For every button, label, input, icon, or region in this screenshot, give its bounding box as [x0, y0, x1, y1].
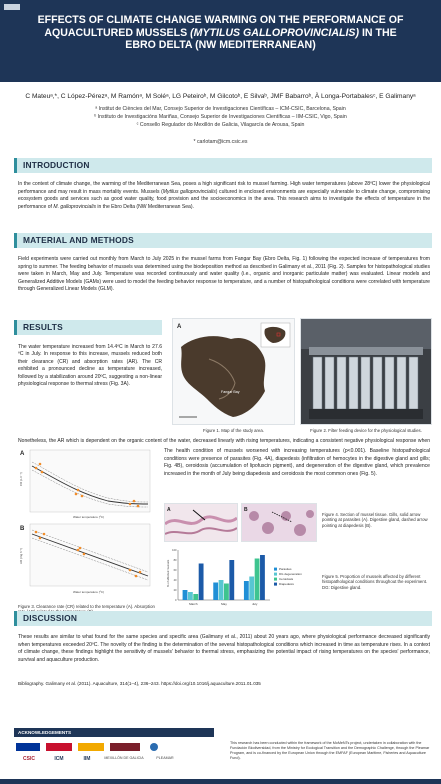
- fig5-legend-label: DG degeneration: [279, 572, 302, 576]
- fig5-bar: [249, 577, 254, 601]
- fig3-panel-b-label: B: [20, 526, 25, 532]
- logo-pleamar-text: PLEAMAR: [156, 756, 174, 760]
- spain-logo: [78, 743, 104, 751]
- fig5-y-tick: 40: [173, 579, 177, 582]
- results-paragraph-1: The water temperature increased from 14.4ºC in March to 27.6 ºC in July. In response to this increase, mussels reduced both their clearance (CR) and absorption rates (AR). The CR exhibited a pronounced decline as temperature increased, followed by a stabilization around 20ºC, suggesting a non-linear physiological response to thermal stress (Fig. 3A).: [18, 344, 162, 388]
- fig4a-solid-arrow: [193, 510, 205, 520]
- fig5-legend-swatch: [274, 568, 277, 571]
- fig3a-ylabel: CR (L h⁻¹): [19, 472, 23, 486]
- poster-title: [14, 14, 427, 52]
- logo-mexillon-text: MEXILLÓN DE GALICIA: [104, 756, 144, 760]
- figure-5-caption: Figure 5. Proportion of mussels affected by different histopathological conditions throughout the experiment. DG: Digestive gland.: [322, 574, 428, 590]
- fig5-bar: [229, 560, 234, 600]
- fig5-svg: [166, 546, 320, 608]
- section-results-title: RESULTS: [23, 322, 63, 332]
- title-line-2: [14, 27, 427, 40]
- title-line-2-pre: AQUACULTURED MUSSELS: [44, 26, 191, 39]
- fig3a-frame: [30, 450, 150, 512]
- fig5-bar: [224, 584, 229, 601]
- fig5-x-tick: March: [189, 602, 198, 606]
- section-introduction-heading: [14, 158, 432, 173]
- eu-flag-logo: [16, 743, 40, 751]
- intro-text-1: In the context of climate change, the warming of the Mediterranean Sea, poses a high significant risk to mussel farming. High water temperatures (above 28ºC) lower the physiological performance and may result in mass mortality events. Mussels (: [18, 181, 430, 195]
- bibliography: Bibliography. Galimany et al. (2011). Aquaculture, 314(1–4), 236–243. https://doi.org/10.1016/j.aquaculture.2011.01.035: [18, 681, 261, 686]
- figure-2-photo: [300, 318, 432, 425]
- section-introduction-title: INTRODUCTION: [23, 160, 90, 170]
- fig5-legend-swatch: [274, 583, 277, 586]
- fig5-bar: [213, 583, 218, 601]
- fig3b-xlabel: Water temperature (ºC): [73, 590, 104, 594]
- author-list: C Mateuᵃ,*, C López-Pérezᵃ, M Ramónᵃ, M Soléᵃ, LG Peteiroᵇ, M Gilcotoᵇ, E Silvaᵇ, JMF Babarroᵇ, À Longa-Portabalesᶜ, E Galimanyᵃ: [25, 93, 416, 100]
- figure-3-plots: [18, 446, 154, 598]
- funder-logos: [14, 741, 226, 775]
- fig5-bar: [219, 580, 224, 600]
- fig5-x-tick: July: [251, 602, 258, 606]
- section-discussion-heading: [14, 611, 432, 626]
- fig4b-svg: [242, 504, 316, 541]
- results-paragraph-2: Nonetheless, the AR which is dependent on the organic content of the water, decreased linearly with rising temperatures, indicating a consistent negative physiological response when: [18, 438, 430, 444]
- header-banner: [0, 0, 441, 82]
- fig5-bar: [193, 594, 198, 600]
- fig5-x-tick: May: [221, 602, 227, 606]
- fig5-y-tick: 60: [173, 569, 177, 572]
- fig5-ylabel: % of affected mussels: [166, 559, 170, 587]
- fig4a-label: A: [167, 507, 171, 513]
- figure-4b-histology: [241, 503, 317, 542]
- fig5-legend-label: Parasites: [279, 567, 292, 571]
- fig5-y-tick: 0: [175, 599, 177, 602]
- biodiversidad-logo: [150, 743, 158, 751]
- intro-text-3: in the Ebro Delta (NW Mediterranean Sea).: [96, 203, 194, 210]
- fig5-y-tick: 80: [173, 559, 177, 562]
- map-svg: [173, 319, 294, 424]
- photo-base: [309, 409, 423, 419]
- fig5-legend-label: Diapedesis: [279, 582, 294, 586]
- fig5-bar: [183, 590, 188, 600]
- acknowledgements-text: This research has been conducted within the framework of the MoMeNTs project, undertaken in collaboration with the Fundación Biodiversidad, from the Ministry for Ecological Transition and the Demographic Challenge, through the Pleamar Program, and is co-financed by the European Union through the EMFAF (European Maritime, Fisheries and Aquaculture Fund).: [230, 741, 430, 760]
- figure-3-svg: [18, 446, 154, 598]
- photo-wall: [301, 319, 431, 349]
- title-species: (MYTILUS GALLOPROVINCIALIS): [190, 26, 359, 39]
- fig4a-tissue: [165, 517, 237, 524]
- figure-4a-histology: [164, 503, 238, 542]
- intro-species-2: M. galloprovincialis: [53, 203, 96, 210]
- fig5-bar: [199, 564, 204, 601]
- map-area-label: Fangar Bay: [221, 390, 240, 394]
- fig5-bar: [188, 592, 193, 600]
- figure-5-chart: [166, 546, 320, 608]
- fig5-legend-swatch: [274, 578, 277, 581]
- acknowledgements-heading: [14, 728, 214, 737]
- introduction-text: [18, 181, 430, 211]
- fig5-y-tick: 20: [173, 589, 177, 592]
- ministry-logo: [46, 743, 72, 751]
- figure-3-caption: Figure 3. Clearance rate (CR) related to the temperature (A). Absorption: [18, 604, 155, 609]
- figure-2-caption: Figure 2. Filter feeding device for the physiological studies.: [310, 428, 422, 433]
- fig3a-xlabel: Water temperature (ºC): [73, 515, 104, 519]
- affiliation-a: ᵃ Institut de Ciències del Mar, Consejo Superior de Investigaciones Científicas – ICM-CSIC, Barcelona, Spain: [95, 106, 346, 112]
- fig5-bar: [255, 559, 260, 601]
- intro-text-2: ) cultured in enclosed environments are especially vulnerable to climate change, compromising ecosystem goods and services such as good water quality, food provision and the socioeconomics in the area. This research aims to investigate the effects of temperature in the performance of: [18, 188, 431, 210]
- logo-iim-text: IIM: [83, 756, 91, 762]
- photo-shelf-top: [309, 347, 423, 355]
- discussion-text: These results are similar to what found for the same species and specific area (Galimany et al., 2011) about 20 years ago, where physiological performance decreased significantly when temperatures exceeded 20ºC. The novelty of the finding is the determination of the several histopathological conditions which increased in time as temperature rises. In a context of climate change, these findings highlight the sensitivity of mussels' behavior to thermal stress, emphasizing the potential impact of rising temperatures on the species' performance, survival and aquaculture production.: [18, 634, 430, 663]
- fig5-legend-label: Ceroidosis: [279, 577, 294, 581]
- fig5-legend-swatch: [274, 573, 277, 576]
- figure-4-caption: Figure 4. Section of mussel tissue. Gills, solid arrow pointing at parasites (A). Digestive gland, dashed arrow pointing at diapedesis (B).: [322, 512, 428, 528]
- affiliation-c: ᶜ Consello Regulador do Mexillón de Galicia, Vilagarcía de Arousa, Spain: [136, 122, 305, 128]
- methods-text: Field experiments were carried out monthly from March to July 2025 in the mussel farms from Fangar Bay (Ebro Delta, Fig. 1) following the expected increase of temperatures from spring to summer. The feeding behavior of mussels was determined using the biodeposition method as described in Galimany et al., 2011 (Fig. 2). Samples for histopathological studies were taken in March, May and July. Temperature was recorded continuously and water quality (i.e., organic and inorganic particulate matter) was evaluated. Linear models and Generalized Additive Models (GAMs) were used to model the feeding behavior response to temperature, and a number of histopathological conditions were correlated with temperature through Generalized Linear Models (GLM).: [18, 256, 430, 293]
- photo-chambers: [313, 357, 418, 409]
- acknowledgements-title: ACKNOWLEDGEMENTS: [18, 729, 72, 735]
- fig4a-tissue-2: [165, 528, 237, 534]
- fig4a-svg: [165, 504, 237, 541]
- logo-icm-text: ICM: [54, 756, 64, 762]
- title-line-2-post: IN THE: [359, 26, 397, 39]
- results-paragraph-3: The health condition of mussels worsened with increasing temperatures (p<0.001). Baseline histopathological conditions were presence of parasites (Fig. 4A), diapedesis (infiltration of hemocytes in the digestive gland and gills; Fig. 4B), ceroidosis (accumulation of lipofuscin pigment), and degeneration of the digestive gland, which prevalence increased in the month of July being diapedesis and ceroidosis the most common ones (Fig. 5).: [164, 448, 430, 477]
- intro-species: Mytilus galloprovincialis: [162, 188, 216, 195]
- figure-1-caption: Figure 1. Map of the study area.: [203, 428, 264, 433]
- section-methods-heading: [14, 233, 432, 248]
- fig5-bar: [260, 555, 265, 600]
- logo-csic-text: CSIC: [23, 756, 35, 762]
- fig3-panel-a-label: A: [20, 451, 25, 457]
- section-results-heading: [14, 320, 162, 335]
- header-logo: [4, 4, 20, 10]
- figure-1-map: [172, 318, 295, 425]
- affiliation-b: ᵇ Instituto de Investigacións Mariñas, Consejo Superior de Investigaciones Científicas – IIM-CSIC, Vigo, Spain: [94, 114, 347, 120]
- section-methods-title: MATERIAL AND METHODS: [23, 235, 134, 245]
- fig4b-label: B: [244, 507, 248, 513]
- government-logo: [110, 743, 140, 751]
- feeding-device-svg: [301, 319, 431, 424]
- footer-bar: [0, 779, 441, 784]
- title-line-1: EFFECTS OF CLIMATE CHANGE WARMING ON THE PERFORMANCE OF: [37, 14, 404, 26]
- title-line-3: EBRO DELTA (NW MEDITERRANEAN): [125, 39, 316, 51]
- section-discussion-title: DISCUSSION: [23, 613, 78, 623]
- fig4b-cells: [249, 510, 314, 536]
- fig5-bar: [244, 581, 249, 600]
- fig3b-ylabel: AR (mg h⁻¹): [19, 547, 23, 564]
- map-panel-label: A: [177, 324, 182, 330]
- fig5-y-tick: 100: [172, 549, 177, 552]
- contact-email: * carlotam@icm.csic.es: [193, 139, 248, 145]
